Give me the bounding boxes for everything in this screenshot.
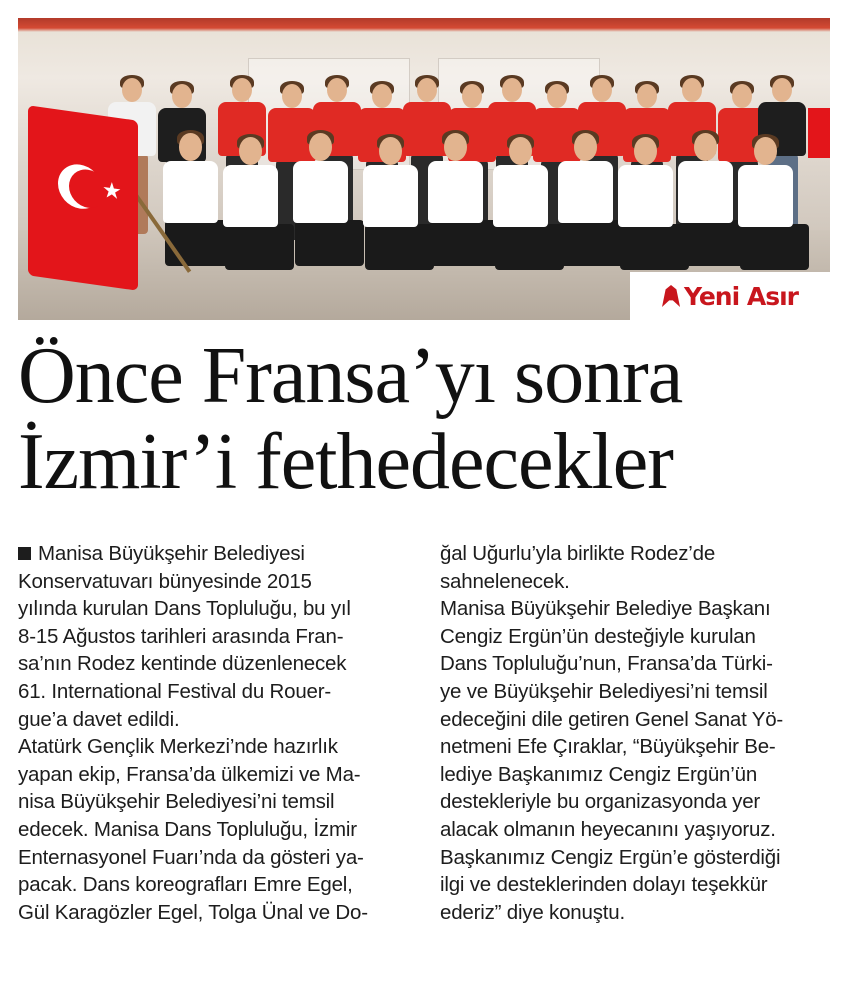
article-line-text: ederiz” diye konuştu. <box>440 900 625 924</box>
newspaper-logo-icon <box>662 285 680 307</box>
article-line <box>440 650 832 678</box>
article-line <box>18 733 410 761</box>
article-line <box>18 678 410 706</box>
headline-line-2: İzmir’i fethedecekler <box>18 418 673 506</box>
article-line <box>440 761 832 789</box>
article-line-text: 61. International Festival du Rouer- <box>18 679 332 703</box>
article-line-text: gue’a davet edildi. <box>18 707 180 731</box>
article-column-right <box>440 540 832 926</box>
article-line <box>440 899 832 927</box>
yeni-asir-logo <box>630 272 830 320</box>
article-line <box>440 706 832 734</box>
article-line <box>18 816 410 844</box>
article-line <box>440 595 832 623</box>
article-line <box>18 595 410 623</box>
bullet-square-icon <box>18 547 31 560</box>
article-line-text: Başkanımız Cengiz Ergün’e gösterdiği <box>440 845 781 869</box>
headline-line-1: Önce Fransa’yı sonra <box>18 332 683 420</box>
article-line <box>18 650 410 678</box>
article-line <box>440 733 832 761</box>
article-line <box>18 540 410 568</box>
article-line-text: 8-15 Ağustos tarihleri arasında Fran- <box>18 624 344 648</box>
article-line <box>440 871 832 899</box>
article-line-text: ye ve Büyükşehir Belediyesi’ni temsil <box>440 679 768 703</box>
article-line-text: sahnelenecek. <box>440 569 570 593</box>
article-line-text: ğal Uğurlu’yla birlikte Rodez’de <box>440 542 716 565</box>
article-line <box>18 623 410 651</box>
star-icon: ★ <box>102 177 122 206</box>
article-line <box>440 540 832 568</box>
article-line <box>18 899 410 927</box>
article-line-text: ilgi ve desteklerinden dolayı teşekkür <box>440 873 768 897</box>
article-line <box>440 678 832 706</box>
article-line-text: netmeni Efe Çıraklar, “Büyükşehir Be- <box>440 735 776 759</box>
article-line <box>440 844 832 872</box>
article-line-text: alacak olmanın heyecanını yaşıyoruz. <box>440 817 776 841</box>
article-line-text: Atatürk Gençlik Merkezi’nde hazırlık <box>18 735 338 759</box>
article-line-text: Gül Karagözler Egel, Tolga Ünal ve Do- <box>18 900 368 924</box>
article-line <box>18 788 410 816</box>
logo-text: Yeni Asır <box>684 281 798 311</box>
article-line <box>440 568 832 596</box>
article-line-text: edecek. Manisa Dans Topluluğu, İzmir <box>18 817 357 841</box>
turkish-flag-left <box>28 105 138 290</box>
article-line-text: yapan ekip, Fransa’da ülkemizi ve Ma- <box>18 762 361 786</box>
article-line-text: lediye Başkanımız Cengiz Ergün’ün <box>440 762 758 786</box>
article-line <box>18 844 410 872</box>
article-line <box>440 788 832 816</box>
article-line <box>18 761 410 789</box>
article-line-text: destekleriyle bu organizasyonda yer <box>440 790 761 814</box>
article-line <box>440 816 832 844</box>
article-photo <box>18 18 830 320</box>
article-line-text: Konservatuvarı bünyesinde 2015 <box>18 569 312 593</box>
article-line-text: Manisa Büyükşehir Belediyesi <box>38 542 305 565</box>
article-line <box>18 706 410 734</box>
article-line-text: Dans Topluluğu’nun, Fransa’da Türki- <box>440 652 773 676</box>
article-line-text: edeceğini dile getiren Genel Sanat Yö- <box>440 707 784 731</box>
article-line <box>18 568 410 596</box>
article-column-left <box>18 540 410 926</box>
article-line <box>18 871 410 899</box>
article-line-text: pacak. Dans koreografları Emre Egel, <box>18 873 353 897</box>
article-line-text: Manisa Büyükşehir Belediye Başkanı <box>440 597 771 621</box>
article-line <box>440 623 832 651</box>
article-line-text: nisa Büyükşehir Belediyesi’ni temsil <box>18 790 335 814</box>
turkish-flag-right <box>808 108 830 158</box>
headline <box>18 333 830 505</box>
article-line-text: Cengiz Ergün’ün desteğiyle kurulan <box>440 624 756 648</box>
article-line-text: yılında kurulan Dans Topluluğu, bu yıl <box>18 597 351 621</box>
article-line-text: sa’nın Rodez kentinde düzenlenecek <box>18 652 347 676</box>
article-line-text: Enternasyonel Fuarı’nda da gösteri ya- <box>18 845 364 869</box>
